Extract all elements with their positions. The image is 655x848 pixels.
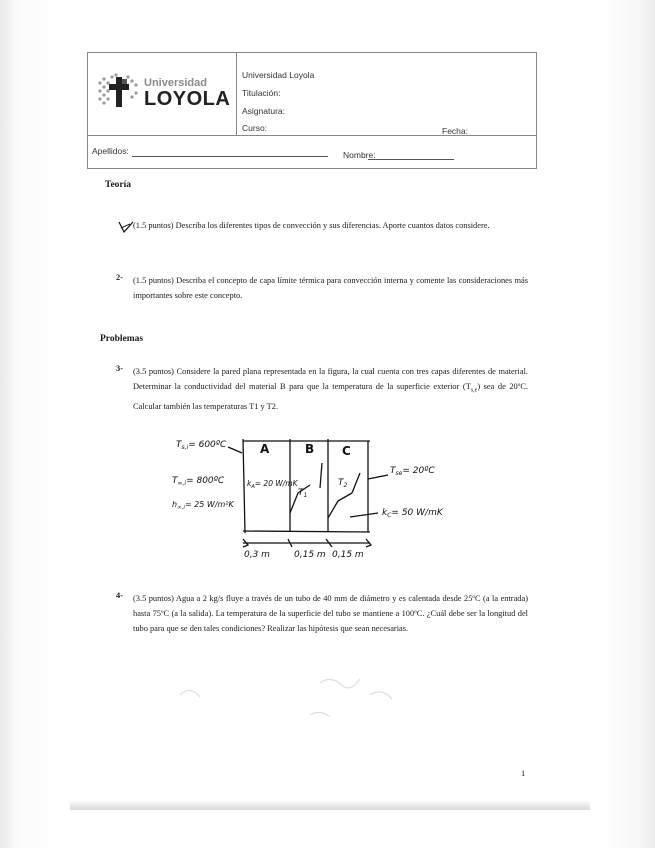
tsi-label: $T_{s,i}=$ 600ºC	[176, 440, 227, 451]
q3-number: 3-	[116, 364, 123, 373]
university-logo-icon	[94, 71, 142, 111]
logo-text-big: LOYOLA	[144, 88, 231, 110]
q4-text	[133, 591, 528, 636]
info-cell	[237, 53, 536, 135]
nombre-field[interactable]	[368, 159, 454, 160]
tinf-i-label: $T_{\infty,i}=$ 800ºC	[172, 476, 225, 487]
curso-label: Curso:	[242, 123, 268, 133]
t2-label: $T_2$	[338, 478, 348, 489]
titulacion-label: Titulación:	[242, 88, 281, 98]
ka-label: $k_A= 20$ W/mK	[247, 479, 298, 490]
wall-diagram	[170, 433, 490, 563]
q1-points: (1.5 puntos)	[133, 221, 174, 230]
fecha-label: Fecha:	[442, 126, 468, 136]
problemas-heading: Problemas	[100, 334, 144, 344]
layer-b-label: B	[305, 442, 315, 456]
layer-a-label: A	[260, 442, 270, 456]
q4-points: (3.5 puntos)	[133, 594, 174, 603]
q3-subscript: s,e	[470, 387, 478, 394]
q2-points: (1.5 puntos)	[133, 276, 174, 285]
q4-number: 4-	[116, 591, 123, 600]
q3-body: Considere la pared plana representada en la figura, la cual cuenta con tres capas diferentes de material. Determinar la conductividad del material B para que la temperatura de la superficie exterior (T	[133, 367, 529, 391]
dim-c-label: 0,15 m	[332, 550, 364, 560]
logo-text-small: Universidad	[144, 77, 207, 89]
institution-name: Universidad Loyola	[242, 70, 315, 80]
dim-b-label: 0,15 m	[294, 550, 326, 560]
q1-text	[133, 218, 528, 233]
layer-c-label: C	[342, 444, 351, 458]
page-number: 1	[521, 768, 526, 778]
asignatura-label: Asignatura:	[242, 106, 285, 116]
t1-label: $T_1$	[298, 488, 308, 499]
q4-body: Agua a 2 kg/s fluye a través de un tubo de 40 mm de diámetro y es calentada desde 25ºC (a la entrada) hasta 75ºC (a la salida). La temperatura de la superficie del tubo se mantiene a 100ºC. ¿Cuál debe ser la longitud del tubo para que se den tales condiciones? Realizar las hipótesis que sean necesarias.	[133, 594, 528, 633]
teoria-heading: Teoría	[105, 180, 132, 190]
tse-label: $T_{se}=$ 20ºC	[390, 466, 435, 477]
q3-points: (3.5 puntos)	[133, 367, 174, 376]
q2-body: Describa el concepto de capa límite térmica para convección interna y comente las consideraciones más importantes sobre este concepto.	[133, 276, 529, 300]
logo-cell	[88, 53, 237, 135]
nombre-label: Nombre:	[343, 150, 376, 160]
q2-text	[133, 273, 528, 303]
q2-number: 2-	[116, 273, 123, 282]
q3-text	[133, 364, 528, 414]
apellidos-field[interactable]	[132, 156, 328, 157]
apellidos-label: Apellidos:	[92, 146, 129, 156]
exam-header	[87, 52, 537, 169]
show-through-marks	[170, 665, 450, 735]
check-mark-icon	[118, 221, 134, 233]
hinf-i-label: $h_{\infty,i}= 25$ W/m²K	[172, 500, 234, 511]
kc-label: $k_C= 50$ W/mK	[382, 508, 443, 519]
q1-body: Describa los diferentes tipos de convección y sus diferencias. Aporte cuantos datos considere.	[175, 221, 490, 230]
q3-body-end: ) sea de 20ºC. Calcular también las temperaturas T1 y T2.	[133, 382, 528, 411]
dim-a-label: 0,3 m	[244, 550, 270, 560]
student-row	[88, 135, 536, 169]
q1-number	[118, 221, 134, 235]
